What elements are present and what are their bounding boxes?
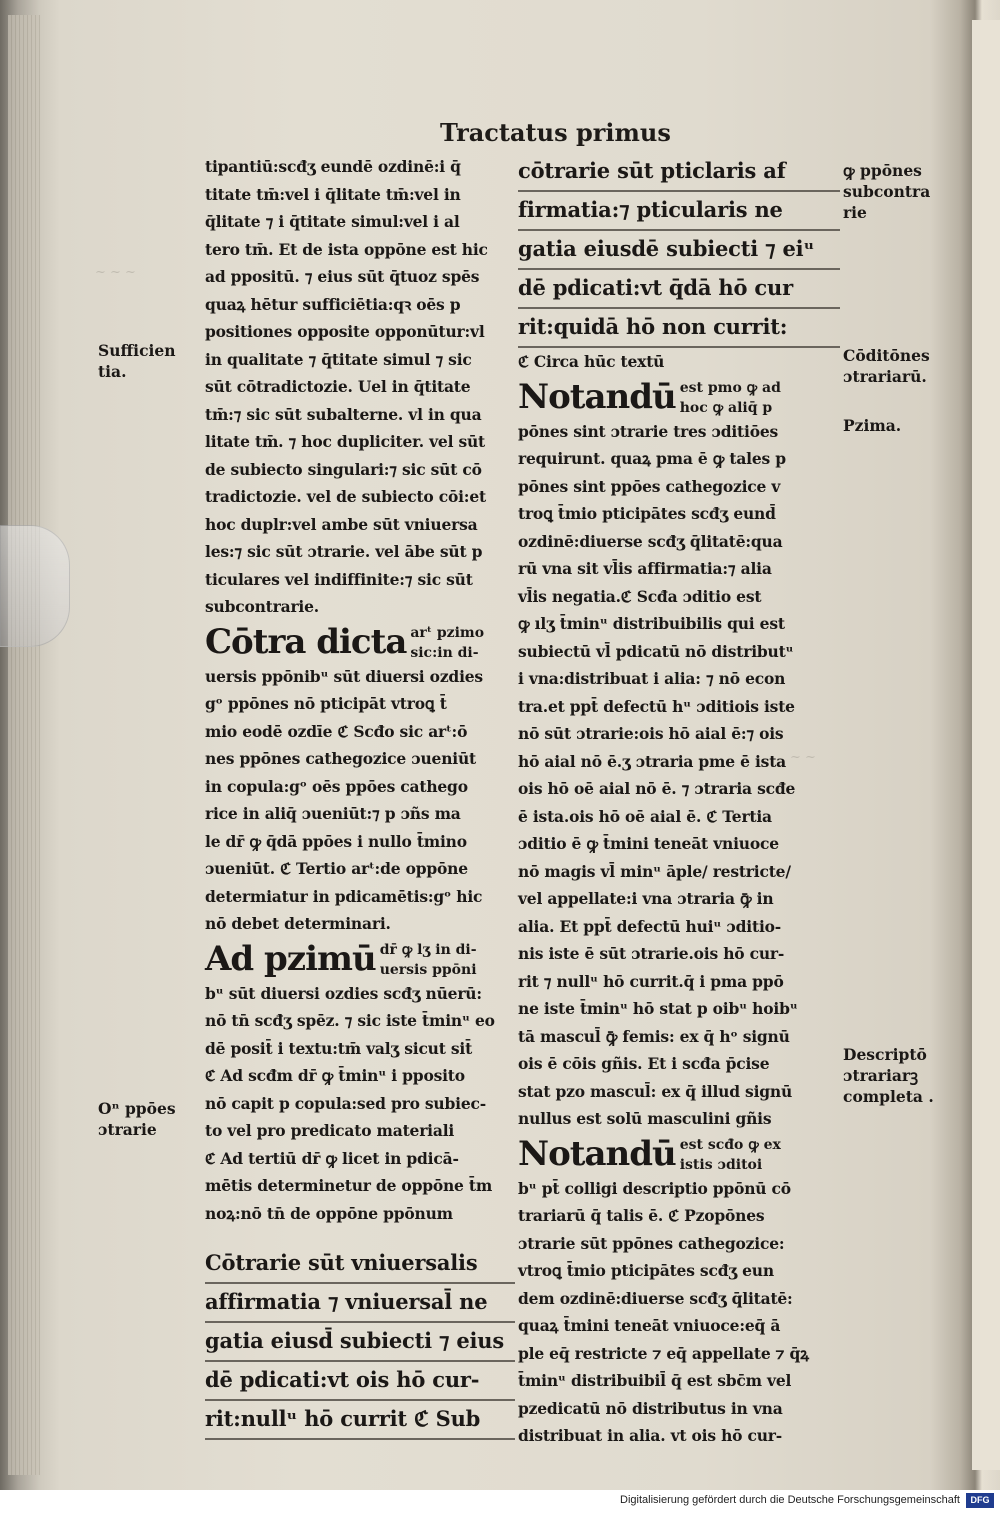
- text-line: distribuat in alia. vt ois hō cur-: [518, 1426, 783, 1445]
- margin-note-descriptio: Descriptō ɔtrariarꝫ completa .: [843, 1045, 934, 1106]
- text-line: vl̄is negatia.ℭ Scđa ɔditio est: [518, 586, 762, 606]
- large-text-line: cōtrarie sūt pticlaris af: [518, 153, 840, 192]
- initial-side-text: [410, 623, 484, 663]
- spacer: [205, 1227, 515, 1245]
- text-line: nō capit p copula:sed pro subiec-: [205, 1093, 486, 1113]
- text-line: nō tn̄ scđʒ spēz. ⁊ sic iste t̄minᵘ eo: [205, 1011, 495, 1030]
- text-line: ɔditio ē ꝙ t̄mini teneāt vniuoce: [518, 834, 779, 853]
- footer-credit: Digitalisierung gefördert durch die Deutsche Forschungsgemeinschaft: [620, 1494, 960, 1506]
- large-text-line: gatia eiusdē subiecti ⁊ eiᵘ: [518, 231, 840, 270]
- text-line: le dr̄ ꝙ q̄dā ppōes i nullo t̄mino: [205, 831, 467, 851]
- text-line: les:⁊ sic sūt ɔtrarie. vel ābe sūt p: [205, 542, 483, 561]
- initial-notandum-2: Notandū: [518, 1133, 676, 1174]
- text-line: pōnes sint ppōes cathegozice v: [518, 476, 781, 496]
- text-line: ple eq̄ restricte ⁊ eq̄ appellate ⁊ q̄ꝝ: [518, 1343, 809, 1363]
- book-clip: [0, 525, 70, 647]
- initial-side-text: [680, 1135, 781, 1175]
- text-line: ꝙ ılʒ t̄minᵘ distribuibilis qui est: [518, 614, 785, 633]
- text-line: mētis determinetur de oppōne t̄m: [205, 1176, 493, 1195]
- text-line: tipantiū:scđʒ eundē ozdinē:i q̄: [205, 157, 461, 176]
- text-line: ɔueniūt. ℭ Tertio arᵗ:de oppōne: [205, 859, 468, 878]
- text-line: ad ppositū. ⁊ eius sūt q̄tuoz spēs: [205, 267, 480, 286]
- notandum-2-paragraph-start: [518, 1133, 840, 1175]
- large-text-line: dē pdicati:vt q̄dā hō cur: [518, 270, 840, 309]
- text-line: nō magis vl̄ minᵘ āple/ restricte/: [518, 861, 791, 881]
- facing-page-edge: [972, 20, 1000, 1470]
- text-line: determiatur in pdicamētis:gᵒ hic: [205, 886, 483, 906]
- large-text-line: gatia eiusd̄ subiecti ⁊ eius: [205, 1323, 515, 1362]
- text-line: troꝗ t̄mio pticipātes scđʒ eund̄: [518, 504, 776, 523]
- text-line: pzedicatū nō distributus in vna: [518, 1398, 783, 1418]
- text-line: subcontrarie.: [205, 597, 319, 616]
- text-line: quaꝝ t̄mini teneāt vniuoce:eq̄ ā: [518, 1316, 781, 1335]
- bleed-through: ~ ~ ~: [95, 265, 136, 280]
- page-edge: [8, 15, 40, 1475]
- text-line: rit ⁊ nullᵘ hō currit.q̄ i pma ppō: [518, 971, 784, 991]
- text-line: litate tm̄. ⁊ hoc dupliciter. vel sūt: [205, 432, 486, 451]
- ad-primum-paragraph-start: [205, 938, 515, 980]
- text-line: dē posit̄ i textu:tm̄ valʒ sicut sit̄: [205, 1038, 473, 1058]
- initial-contra: Cōtra dicta: [205, 621, 407, 662]
- text-line: rice in aliq̄ ɔueniūt:⁊ p ɔñs ma: [205, 804, 461, 823]
- large-text-line: rit:quidā hō non currit:: [518, 309, 840, 348]
- large-text-line: Cōtrarie sūt vniuersalis: [205, 1245, 515, 1284]
- text-line: to vel pro predicato materiali: [205, 1121, 455, 1140]
- text-line: nes ppōnes cathegozice ɔueniūt: [205, 749, 477, 768]
- large-text-line: dē pdicati:vt ois hō cur-: [205, 1362, 515, 1401]
- contra-paragraph-start: [205, 621, 515, 663]
- text-line: uersis ppōnibᵘ sūt diuersi ozdies: [205, 666, 483, 686]
- left-text-block-3: [205, 980, 515, 1228]
- left-text-block-2: [205, 663, 515, 938]
- initial-ad-primum: Ad pzimū: [205, 938, 376, 979]
- text-line: requirunt. quaꝝ pma ē ꝙ tales p: [518, 449, 786, 468]
- dfg-logo: DFG: [966, 1493, 994, 1508]
- side-line: sic:in di-: [410, 644, 479, 661]
- bleed-through: ~ ~: [790, 750, 816, 765]
- text-line: dem ozdinē:diuerse scđʒ q̄litatē:: [518, 1288, 793, 1308]
- text-line: nō sūt ɔtrarie:ois hō aial ē:⁊ ois: [518, 724, 784, 743]
- right-text-block-2: [518, 418, 840, 1133]
- text-line: trariarū q̄ talis ē. ℭ Pzopōnes: [518, 1206, 765, 1225]
- left-column: [205, 153, 515, 1440]
- right-column: [518, 153, 840, 1450]
- initial-side-text: [380, 940, 477, 980]
- text-line: t̄minᵘ distribuibil̄ q̄ est sbc̄m vel: [518, 1371, 792, 1390]
- text-line: in copula:gᵒ oēs ppōes cathego: [205, 776, 468, 796]
- text-line: nō debet determinari.: [205, 914, 391, 933]
- text-line: q̄litate ⁊ i q̄titate simul:vel i al: [205, 212, 460, 231]
- text-line: titate tm̄:vel i q̄litate tm̄:vel in: [205, 184, 461, 204]
- text-line: hoc duplr:vel ambe sūt vniuersa: [205, 514, 478, 534]
- footer-bar: [0, 1490, 1000, 1513]
- text-line: sūt cōtradictozie. Uel in q̄titate: [205, 377, 471, 396]
- margin-note-conditiones: Cōditōnes ɔtrariarū.: [843, 346, 930, 386]
- notandum-paragraph-start: [518, 376, 840, 418]
- text-line: ticulares vel indiffinite:⁊ sic sūt: [205, 569, 473, 589]
- text-line: tero tm̄. Et de ista oppōne est hic: [205, 239, 488, 259]
- text-line: de subiecto singulari:⁊ sic sūt cō: [205, 459, 482, 479]
- text-line: ne iste t̄minᵘ hō stat p oibᵘ hoibᵘ: [518, 999, 798, 1018]
- side-line: uersis ppōni: [379, 961, 477, 978]
- text-line: alia. Et ppt̄ defectū huiᵘ ɔditio-: [518, 916, 782, 936]
- text-line: tra.et ppt̄ defectū hᵘ ɔditiois iste: [518, 696, 795, 716]
- text-line: tradictozie. vel de subiecto cōi:et: [205, 487, 486, 506]
- text-line: noꝝ:nō tn̄ de oppōne ppōnum: [205, 1203, 453, 1223]
- text-line: tm̄:⁊ sic sūt subalterne. vl in qua: [205, 404, 482, 424]
- text-line: nullus est solū masculini gñis: [518, 1109, 772, 1128]
- text-line: ozdinē:diuerse scđʒ q̄litatē:qua: [518, 531, 783, 551]
- text-line: ois hō oē aial nō ē. ⁊ ɔtraria scđe: [518, 779, 796, 798]
- text-line: bᵘ pt̄ colligi descriptio ppōnū cō: [518, 1178, 791, 1198]
- right-text-block-3: [518, 1175, 840, 1450]
- running-head: Tractatus primus: [440, 118, 671, 147]
- text-line: nis iste ē sūt ɔtrarie.ois hō cur-: [518, 944, 785, 963]
- text-line: vtroꝗ t̄mio pticipātes scđʒ eun: [518, 1261, 774, 1280]
- text-line: stat pzo mascul̄: ex q̄ illud signū: [518, 1081, 793, 1101]
- margin-note-sufficientia: Sufficien tia.: [98, 341, 176, 381]
- text-line: bᵘ sūt diuersi ozdies scđʒ nūerū:: [205, 983, 482, 1003]
- text-line: positiones opposite opponūtur:vl: [205, 322, 485, 341]
- text-line: subiectū vl̄ pdicatū nō distributᵘ: [518, 641, 794, 661]
- side-line: arᵗ pzimo: [410, 624, 485, 641]
- text-line: mio eodē ozdīe ℭ Scđo sic arᵗ:ō: [205, 721, 468, 741]
- text-line: ℭ Ad scđm dr̄ ꝙ t̄minᵘ i pposito: [205, 1066, 465, 1085]
- text-line: ē ista.ois hō oē aial ē. ℭ Tertia: [518, 806, 772, 826]
- right-text-block-1: [518, 348, 840, 376]
- text-line: in qualitate ⁊ q̄titate simul ⁊ sic: [205, 349, 472, 369]
- text-line: ois ē cōis gñis. Et i scđa p̄cise: [518, 1054, 770, 1073]
- margin-note-oppositae: Oⁿ ppōes ɔtrarie: [98, 1099, 176, 1139]
- text-line: tā mascul̄ ꝙ̄ femis: ex q̄ hᵒ signū: [518, 1026, 790, 1046]
- text-line: pōnes sint ɔtrarie tres ɔditiōes: [518, 421, 779, 441]
- text-line: rū vna sit vl̄is affirmatia:⁊ alia: [518, 559, 772, 578]
- text-line: quaꝝ hētur sufficiētia:qꝛ oēs p: [205, 294, 461, 314]
- initial-side-text: [680, 378, 781, 418]
- side-line: istis ɔditoi: [679, 1156, 763, 1173]
- large-text-line: affirmatia ⁊ vniuersal̄ ne: [205, 1284, 515, 1323]
- side-line: est scđo ꝙ ex: [679, 1136, 781, 1153]
- large-text-line: firmatia:⁊ pticularis ne: [518, 192, 840, 231]
- side-line: est pmo ꝙ ad: [679, 379, 781, 396]
- text-line: hō aial nō ē.ʒ ɔtraria pme ē ista: [518, 751, 786, 771]
- text-line: i vna:distribuat i alia: ⁊ nō econ: [518, 669, 786, 688]
- text-line: ℭ Circa hūc textū: [518, 352, 665, 371]
- left-text-block-1: [205, 153, 515, 621]
- text-line: ɔtrarie sūt ppōnes cathegozice:: [518, 1233, 785, 1253]
- left-large-text-block: [205, 1245, 515, 1440]
- large-text-line: rit:nullᵘ hō currit ℭ Sub: [205, 1401, 515, 1440]
- text-line: ℭ Ad tertiū dr̄ ꝙ licet in pdicā-: [205, 1148, 459, 1168]
- text-line: vel appellate:i vna ɔtraria ꝙ̄ in: [518, 889, 774, 908]
- text-line: gᵒ ppōnes nō pticipāt vtroꝗ t̄: [205, 694, 447, 713]
- margin-note-prima: Pzima.: [843, 416, 902, 435]
- side-line: hoc ꝙ aliq̄ p: [679, 399, 773, 416]
- initial-notandum: Notandū: [518, 376, 676, 417]
- margin-note-subcontrarie: ꝙ ppōnes subcontra rie: [843, 161, 931, 222]
- side-line: dr̄ ꝙ lʒ in di-: [379, 941, 477, 958]
- right-large-text-block: [518, 153, 840, 348]
